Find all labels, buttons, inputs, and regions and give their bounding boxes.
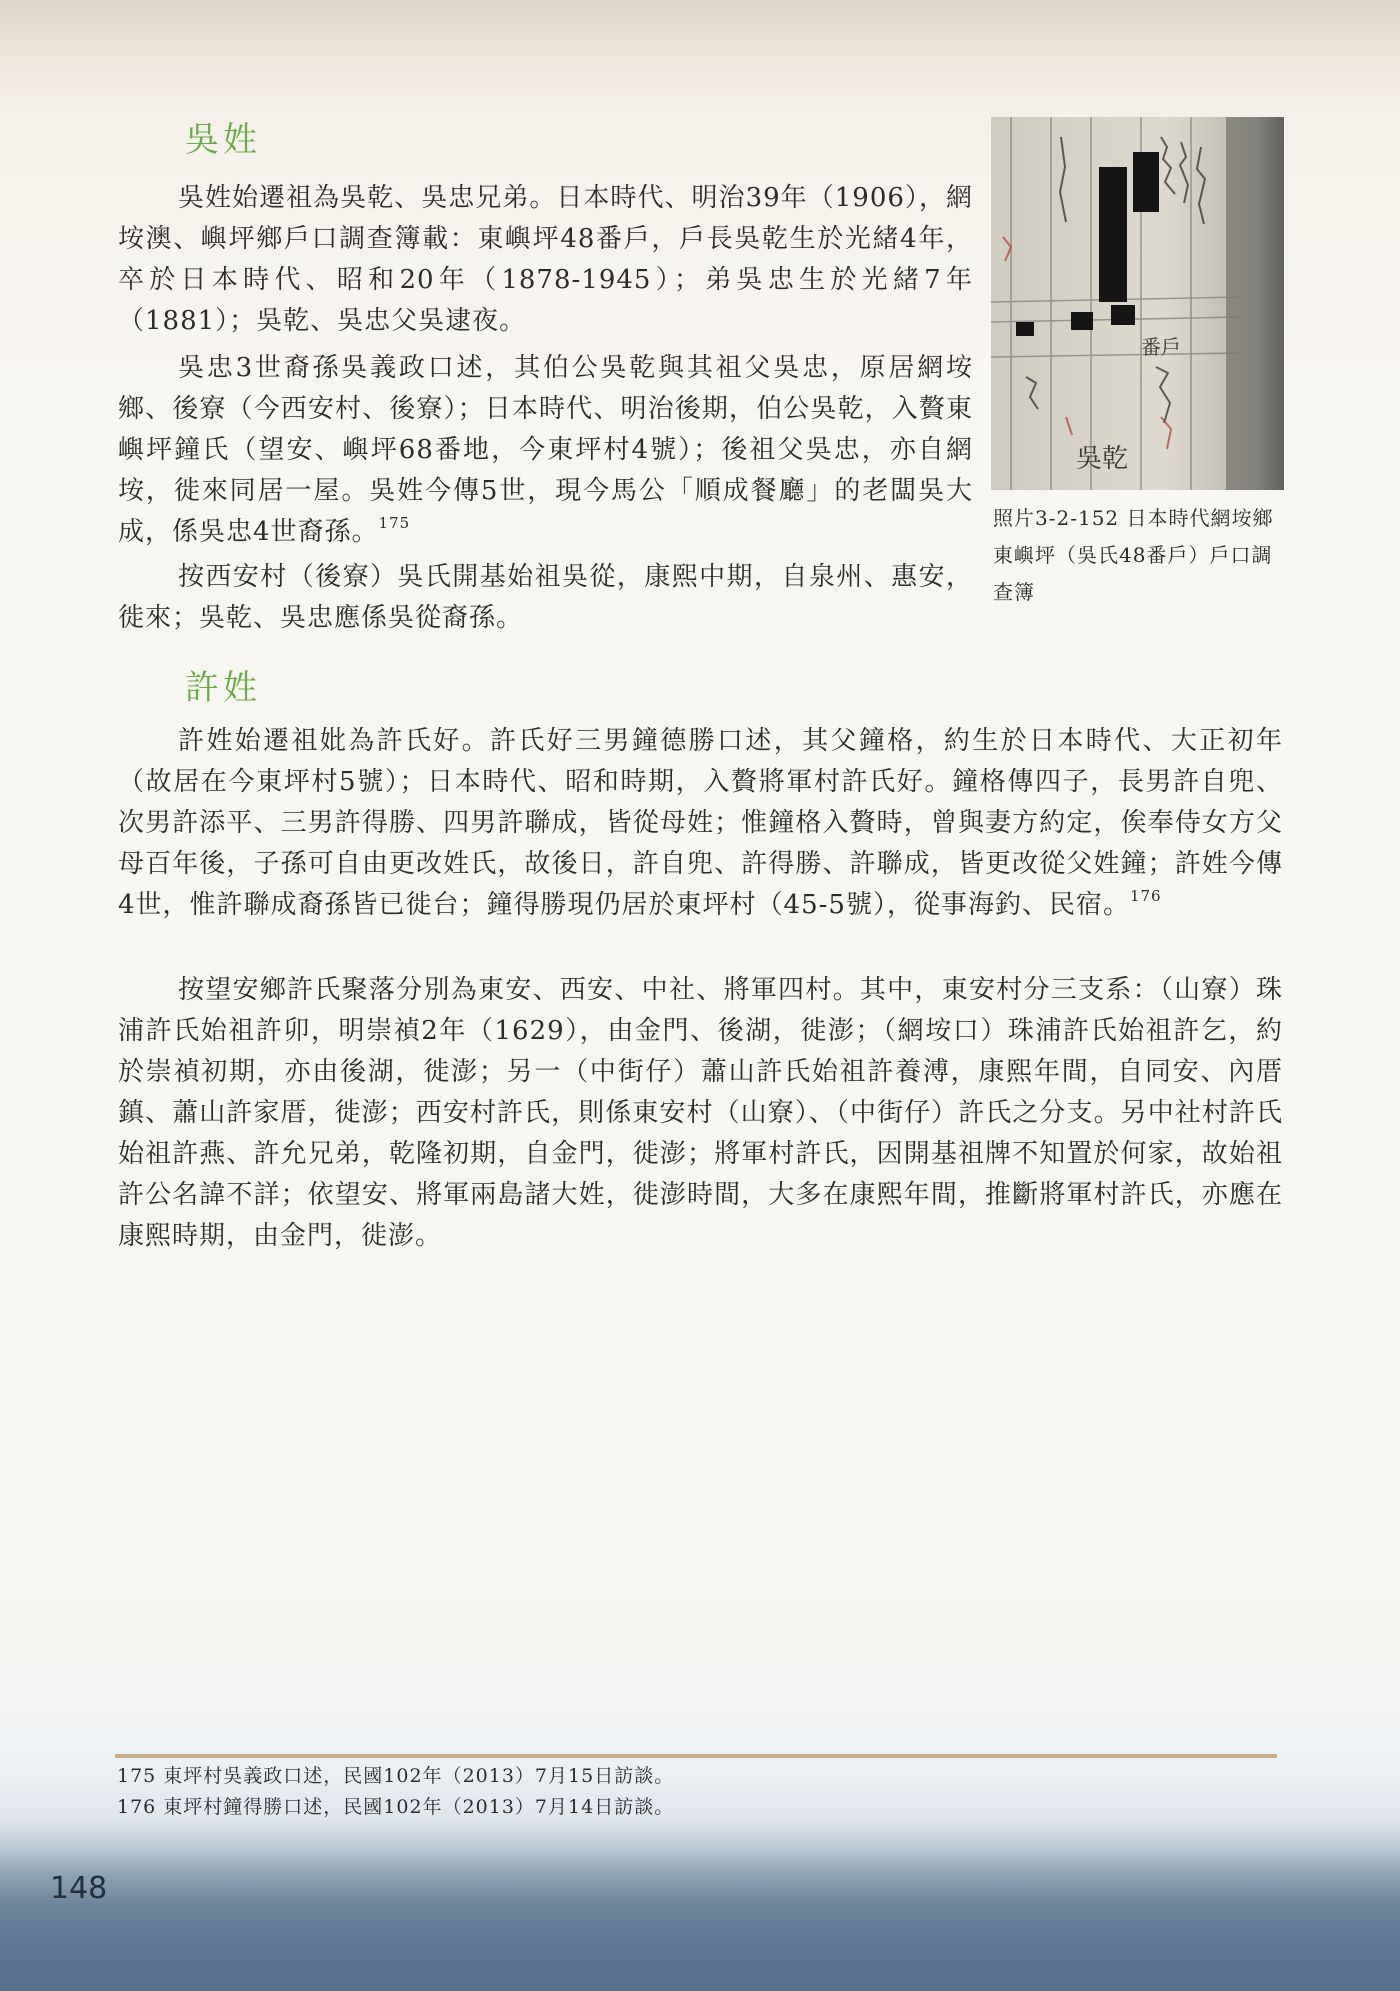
footnotes	[117, 1761, 1267, 1823]
wu-paragraph-2	[118, 348, 973, 553]
page-number: 148	[50, 1871, 108, 1906]
wu-paragraph-3-text: 按西安村（後寮）吳氏開基始祖吳從，康熙中期，自泉州、惠安，徙來；吳乾、吳忠應係吳從裔孫。	[118, 562, 973, 633]
xu-paragraph-2-text: 按望安鄉許氏聚落分別為東安、西安、中社、將軍四村。其中，東安村分三支系：（山寮）珠浦許氏始祖許卯，明崇禎2年（1629），由金門、後湖，徙澎；（網垵口）珠浦許氏始祖許乞，約於崇禎初期，亦由後湖，徙澎；另一（中街仔）蕭山許氏始祖許養溥，康熙年間，自同安、內厝鎮、蕭山許家厝，徙澎；西安村許氏，則係東安村（山寮）、（中街仔）許氏之分支。另中社村許氏始祖許燕、許允兄弟，乾隆初期，自金門，徙澎；將軍村許氏，因開基祖牌不知置於何家，故始祖許公名諱不詳；依望安、將軍兩島諸大姓，徙澎時間，大多在康熙年間，推斷將軍村許氏，亦應在康熙時期，由金門，徙澎。	[118, 975, 1283, 1251]
wu-paragraph-2-text: 吳忠3世裔孫吳義政口述，其伯公吳乾與其祖父吳忠，原居網垵鄉、後寮（今西安村、後寮）；日本時代、明治後期，伯公吳乾，入贅東嶼坪鐘氏（望安、嶼坪68番地，今東坪村4號）；後祖父吳忠，亦自網垵，徙來同居一屋。吳姓今傳5世，現今馬公「順成餐廳」的老闆吳大成，係吳忠4世裔孫。	[118, 353, 973, 547]
register-label-name: 吳乾	[1076, 444, 1129, 474]
wu-paragraph-1-text: 吳姓始遷祖為吳乾、吳忠兄弟。日本時代、明治39年（1906），網垵澳、嶼坪鄉戶口調查簿載：東嶼坪48番戶，戶長吳乾生於光緒4年，卒於日本時代、昭和20年（1878-1945）；弟吳忠生於光緒7年（1881）；吳乾、吳忠父吳逮夜。	[118, 183, 973, 336]
footnote-ref-175[interactable]: 175	[378, 514, 411, 532]
xu-paragraph-1-text: 許姓始遷祖妣為許氏好。許氏好三男鐘德勝口述，其父鐘格，約生於日本時代、大正初年（故居在今東坪村5號）；日本時代、昭和時期，入贅將軍村許氏好。鐘格傳四子，長男許自兜、次男許添平、三男許得勝、四男許聯成，皆從母姓；惟鐘格入贅時，曾與妻方約定，俟奉侍女方父母百年後，子孫可自由更改姓氏，故後日，許自兜、許得勝、許聯成，皆更改從父姓鐘；許姓今傳4世，惟許聯成裔孫皆已徙台；鐘得勝現仍居於東坪村（45-5號），從事海釣、民宿。	[118, 726, 1283, 920]
footnote-ref-176[interactable]: 176	[1129, 887, 1162, 905]
wu-paragraph-3	[118, 557, 973, 639]
section-heading-xu: 許姓	[185, 668, 261, 708]
footnote-divider	[115, 1754, 1277, 1758]
household-register-image	[991, 117, 1284, 490]
photo-caption: 照片3-2-152 日本時代網垵鄉東嶼坪（吳氏48番戶）戶口調查簿	[993, 506, 1274, 604]
xu-paragraph-1	[118, 721, 1283, 926]
section-heading-wu: 吳姓	[185, 120, 261, 160]
footnote-175: 175 東坪村吳義政口述，民國102年（2013）7月15日訪談。	[117, 1765, 675, 1787]
footnote-176: 176 東坪村鐘得勝口述，民國102年（2013）7月14日訪談。	[117, 1796, 675, 1818]
wu-paragraph-1	[118, 178, 973, 342]
register-label-household: 番戶	[1141, 335, 1181, 359]
xu-paragraph-2	[118, 970, 1283, 1257]
household-register-photo	[991, 117, 1284, 490]
